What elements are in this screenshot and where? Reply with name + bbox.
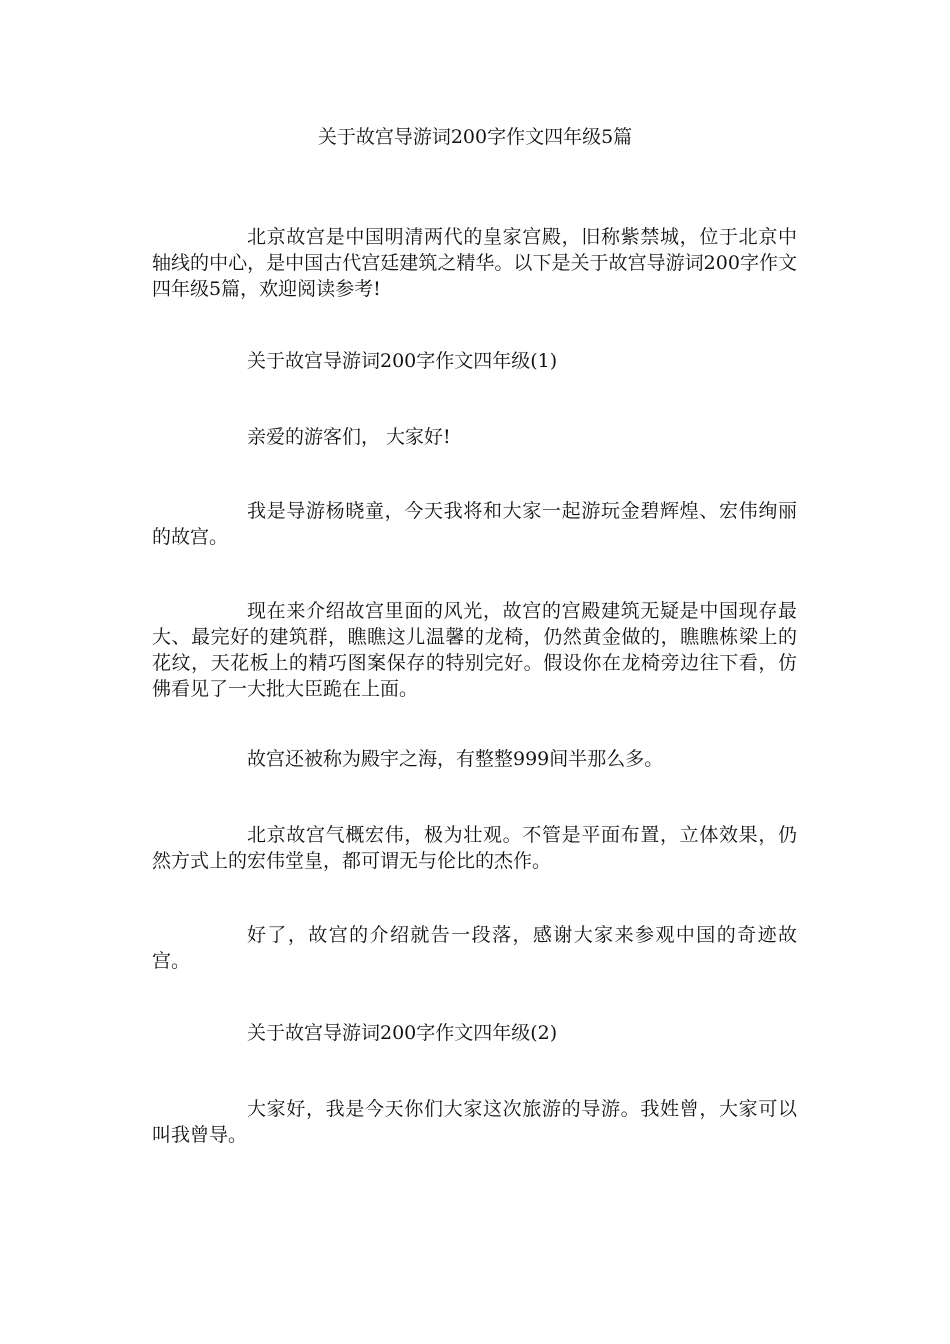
body-paragraph: 大家好，我是今天你们大家这次旅游的导游。我姓曾，大家可以叫我曾导。 [152,1098,797,1146]
intro-paragraph: 北京故宫是中国明清两代的皇家宫殿，旧称紫禁城，位于北京中轴线的中心，是中国古代宫廷建筑之精华。以下是关于故宫导游词200字作文四年级5篇，欢迎阅读参考! [152,226,797,300]
body-paragraph: 北京故宫气概宏伟，极为壮观。不管是平面布置，立体效果，仍然方式上的宏伟堂皇，都可谓无与伦比的杰作。 [152,824,797,872]
page-title: 关于故宫导游词200字作文四年级5篇 [317,126,633,148]
body-paragraph: 故宫还被称为殿宇之海，有整整999间半那么多。 [247,748,664,770]
body-paragraph: 我是导游杨晓童，今天我将和大家一起游玩金碧辉煌、宏伟绚丽的故宫。 [152,500,797,548]
section-heading-1: 关于故宫导游词200字作文四年级(1) [247,350,558,372]
body-paragraph: 好了，故宫的介绍就告一段落，感谢大家来参观中国的奇迹故宫。 [152,924,797,972]
body-paragraph: 亲爱的游客们， 大家好! [247,426,451,448]
body-paragraph: 现在来介绍故宫里面的风光，故宫的宫殿建筑无疑是中国现存最大、最完好的建筑群，瞧瞧这儿温馨的龙椅，仍然黄金做的，瞧瞧栋梁上的花纹，天花板上的精巧图案保存的特别完好。假设你在龙椅旁边往下看，仿佛看见了一大批大臣跪在上面。 [152,600,797,700]
section-heading-2: 关于故宫导游词200字作文四年级(2) [247,1022,558,1044]
